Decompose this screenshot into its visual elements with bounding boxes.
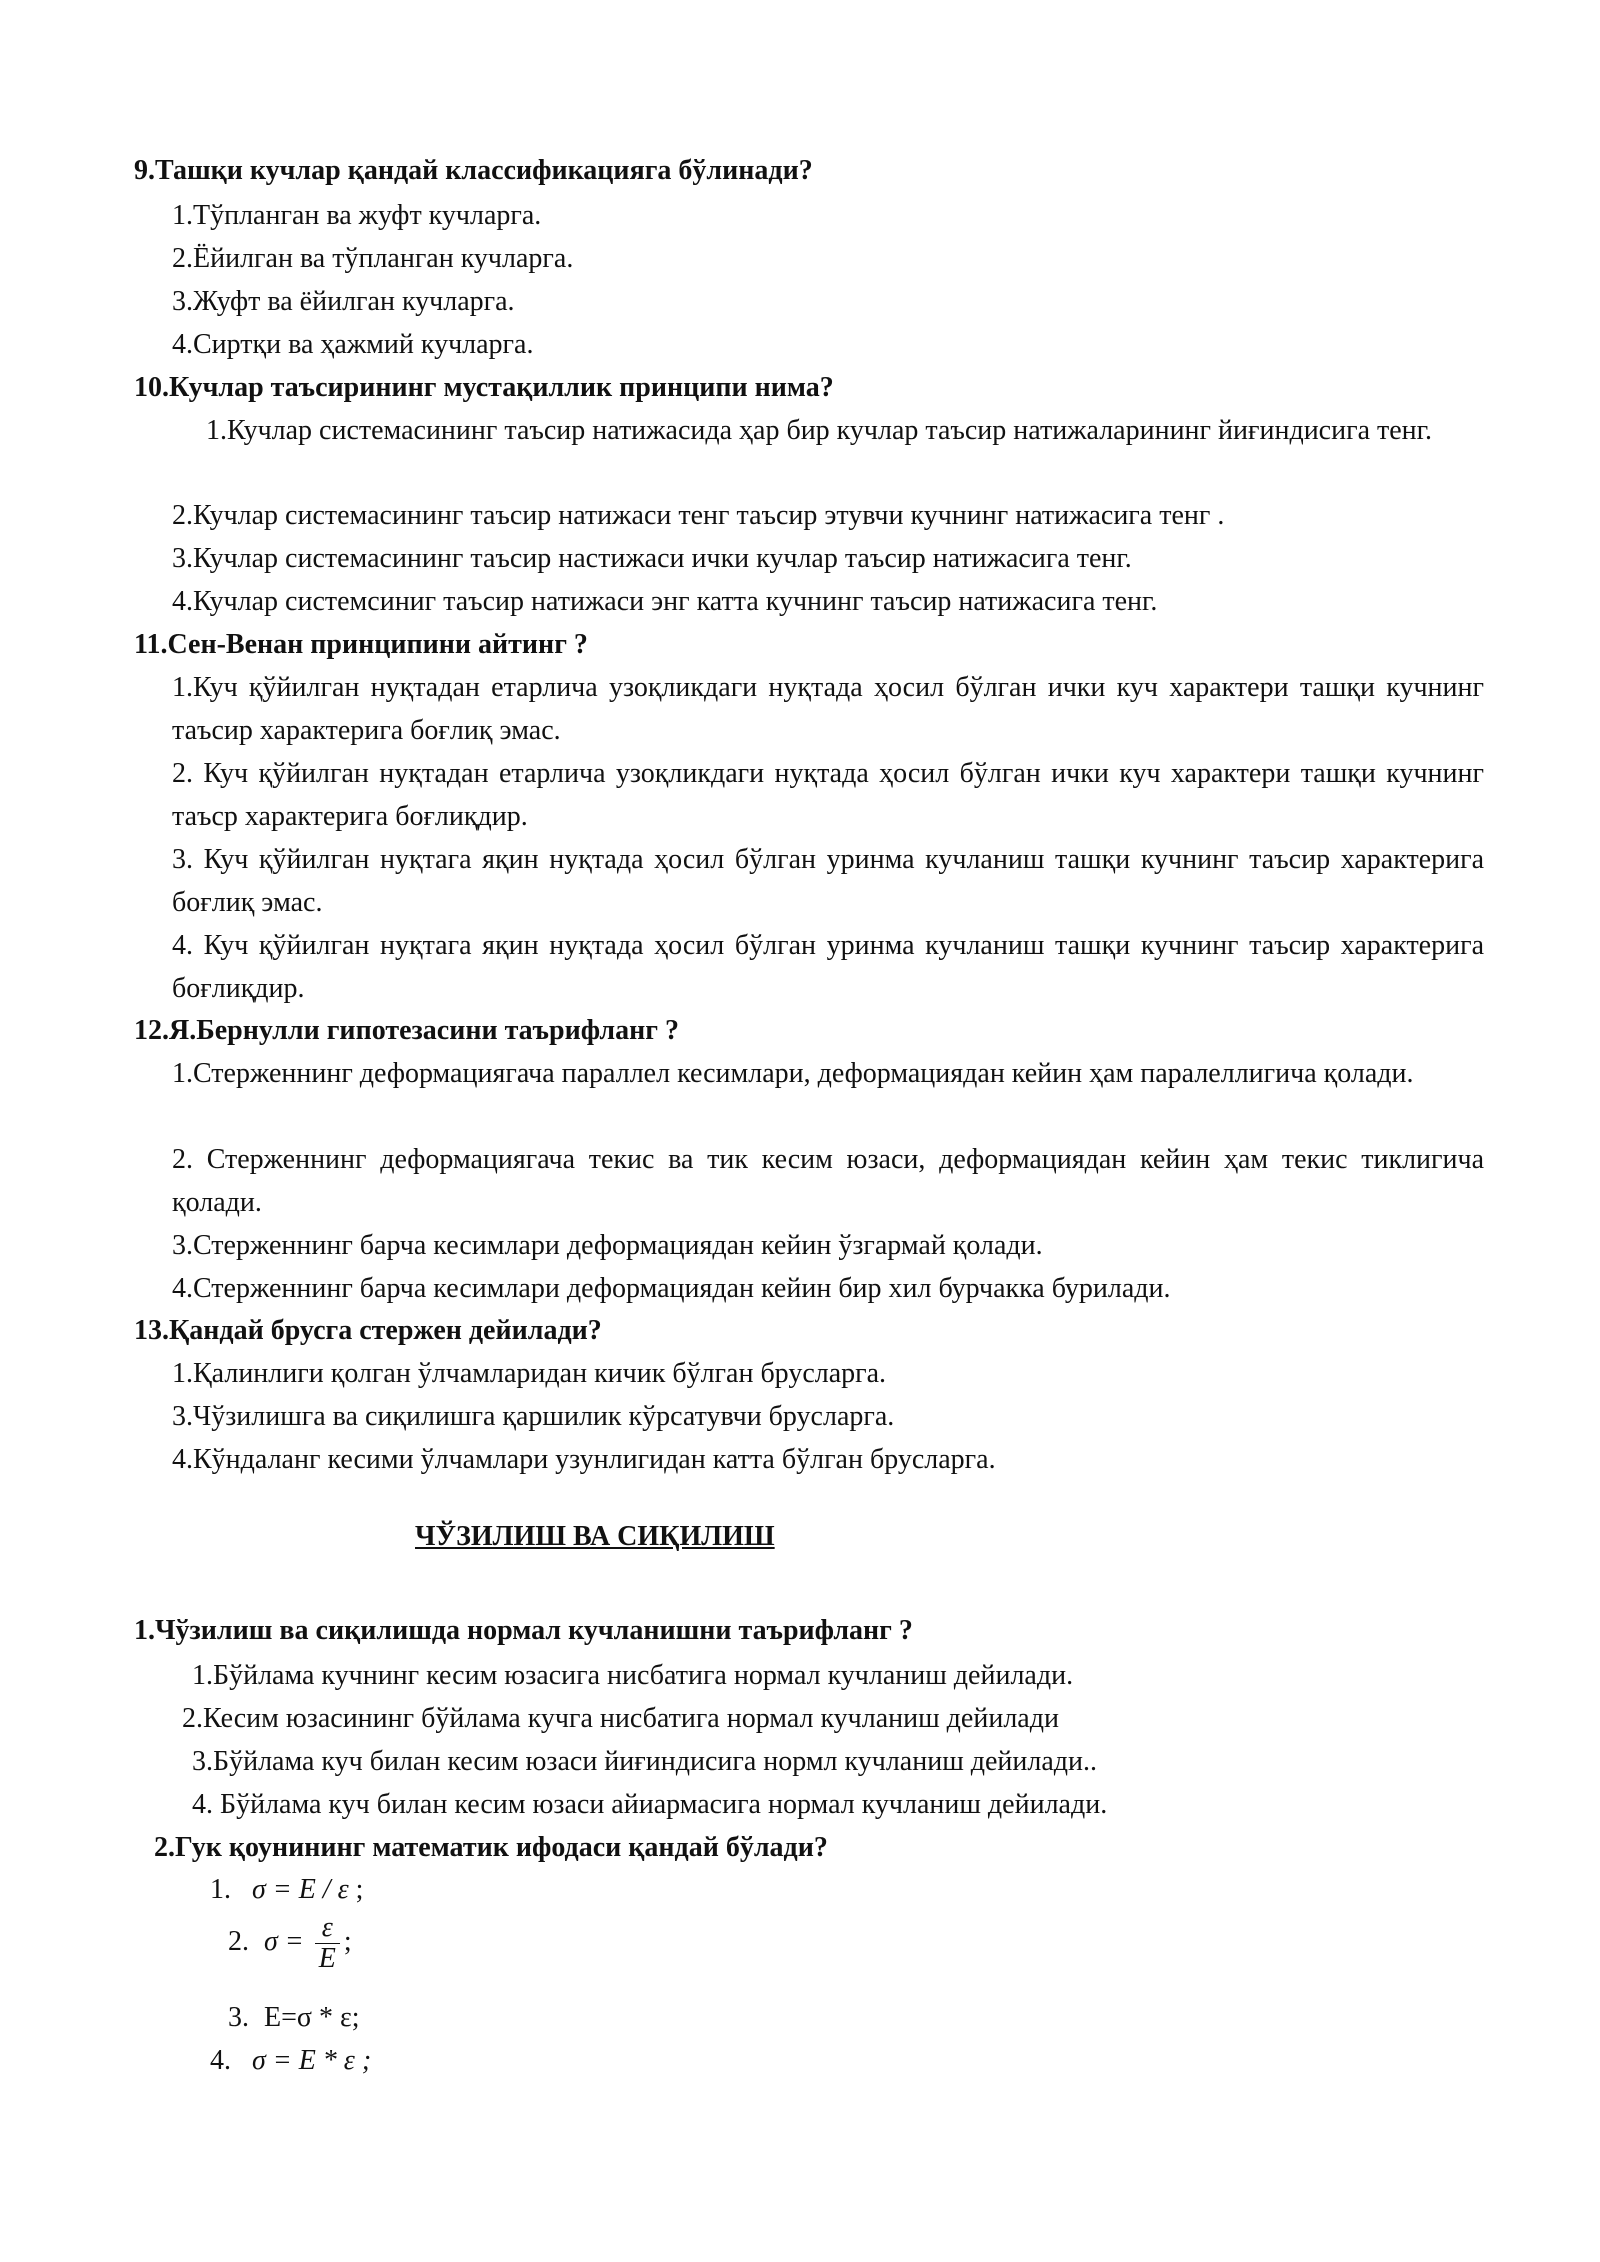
question-10-option-2: 2.Кучлар системасининг таъсир натижаси тенг таъсир этувчи кучнинг натижасига тенг . bbox=[172, 500, 1225, 531]
part-question-1-option-3: 3.Бўйлама куч билан кесим юзаси йиғиндисига нормл кучланиш дейилади.. bbox=[192, 1746, 1098, 1777]
formula-1-lhs: σ = bbox=[252, 1874, 299, 1905]
formula-2-end: ; bbox=[343, 1926, 352, 1957]
formula-2-number: 2. bbox=[228, 1926, 249, 1957]
question-11-option-4: 4. Куч қўйилган нуқтага яқин нуқтада ҳосил бўлган уринма кучланиш ташқи кучнинг таъсир характерига боғлиқдир. bbox=[172, 930, 1484, 1004]
question-11-option-2: 2. Куч қўйилган нуқтадан етарлича узоқликдаги нуқтада ҳосил бўлган ички куч характери ташқи кучнинг таъср характерига боғлиқдир. bbox=[172, 758, 1484, 832]
question-10-title: 10.Кучлар таъсирининг мустақиллик принципи нима? bbox=[134, 372, 834, 403]
part-question-2-title: 2.Гук қоунининг математик ифодаси қандай бўлади? bbox=[154, 1832, 828, 1863]
formula-1-end: ; bbox=[348, 1874, 364, 1905]
formula-3 bbox=[228, 1998, 360, 2038]
formula-2-fraction bbox=[315, 1913, 340, 1974]
formula-2-denominator: E bbox=[318, 1943, 336, 1975]
question-9-option-1: 1.Тўпланган ва жуфт кучларга. bbox=[172, 200, 542, 231]
question-12-option-2: 2. Стерженнинг деформациягача текис ва тик кесим юзаси, деформациядан кейин ҳам текис тиклигича қолади. bbox=[172, 1144, 1484, 1218]
part-question-1-option-4: 4. Бўйлама куч билан кесим юзаси айиармасига нормал кучланиш дейилади. bbox=[192, 1789, 1108, 1820]
question-11-option-1: 1.Куч қўйилган нуқтадан етарлича узоқликдаги нуқтада ҳосил бўлган ички куч характери ташқи кучнинг таъсир характерига боғлиқ эмас. bbox=[172, 672, 1484, 746]
question-13-option-3: 4.Кўндаланг кесими ўлчамлари узунлигидан катта бўлган брусларга. bbox=[172, 1444, 996, 1475]
question-13-title: 13.Қандай брусга стержен дейилади? bbox=[134, 1315, 602, 1346]
question-10-option-3: 3.Кучлар системасининг таъсир настижаси ички кучлар таъсир натижасига тенг. bbox=[172, 543, 1132, 574]
formula-1 bbox=[210, 1870, 363, 1910]
formula-1-number: 1. bbox=[210, 1874, 231, 1905]
question-11-option-3: 3. Куч қўйилган нуқтага яқин нуқтада ҳосил бўлган уринма кучланиш ташқи кучнинг таъсир характерига боғлиқ эмас. bbox=[172, 844, 1484, 918]
formula-2-lhs: σ = bbox=[264, 1926, 304, 1957]
formula-4-expression: E * ε bbox=[298, 2045, 355, 2076]
question-12-option-3: 3.Стерженнинг барча кесимлари деформациядан кейин ўзгармай қолади. bbox=[172, 1230, 1043, 1261]
formula-4-end: ; bbox=[354, 2045, 372, 2076]
section-heading: ЧЎЗИЛИШ ВА СИҚИЛИШ bbox=[415, 1521, 775, 1552]
question-12-title: 12.Я.Бернулли гипотезасини таърифланг ? bbox=[134, 1015, 679, 1046]
question-10-option-1: 1.Кучлар системасининг таъсир натижасида ҳар бир кучлар таъсир натижаларининг йиғиндисига тенг. bbox=[206, 415, 1432, 446]
formula-3-number: 3. bbox=[228, 2002, 249, 2033]
question-12-option-4: 4.Стерженнинг барча кесимлари деформациядан кейин бир хил бурчакка бурилади. bbox=[172, 1273, 1171, 1304]
formula-4 bbox=[210, 2041, 371, 2081]
question-13-option-1: 1.Қалинлиги қолган ўлчамларидан кичик бўлган брусларга. bbox=[172, 1358, 887, 1389]
formula-3-expression: E=σ * ε; bbox=[264, 2002, 360, 2033]
part-question-1-option-2: 2.Кесим юзасининг бўйлама кучга нисбатига нормал кучланиш дейилади bbox=[182, 1703, 1059, 1734]
part-question-1-option-1: 1.Бўйлама кучнинг кесим юзасига нисбатига нормал кучланиш дейилади. bbox=[192, 1660, 1074, 1691]
question-13-option-2: 3.Чўзилишга ва сиқилишга қаршилик кўрсатувчи брусларга. bbox=[172, 1401, 895, 1432]
formula-2-numerator: ε bbox=[315, 1913, 340, 1944]
question-9-option-3: 3.Жуфт ва ёйилган кучларга. bbox=[172, 286, 515, 317]
question-10-option-4: 4.Кучлар системсиниг таъсир натижаси энг катта кучнинг таъсир натижасига тенг. bbox=[172, 586, 1158, 617]
question-9-title: 9.Ташқи кучлар қандай классификацияга бўлинади? bbox=[134, 155, 813, 186]
formula-4-lhs: σ = bbox=[252, 2045, 299, 2076]
question-9-option-4: 4.Сиртқи ва ҳажмий кучларга. bbox=[172, 329, 534, 360]
question-11-title: 11.Сен-Венан принципини айтинг ? bbox=[134, 629, 588, 660]
question-9-option-2: 2.Ёйилган ва тўпланган кучларга. bbox=[172, 243, 574, 274]
formula-2 bbox=[228, 1912, 352, 1974]
part-question-1-title: 1.Чўзилиш ва сиқилишда нормал кучланишни таърифланг ? bbox=[134, 1615, 913, 1646]
formula-4-number: 4. bbox=[210, 2045, 231, 2076]
question-12-option-1: 1.Стерженнинг деформациягача параллел кесимлари, деформациядан кейин ҳам паралеллигича қолади. bbox=[172, 1058, 1414, 1089]
formula-1-expression: E / ε bbox=[298, 1874, 349, 1905]
